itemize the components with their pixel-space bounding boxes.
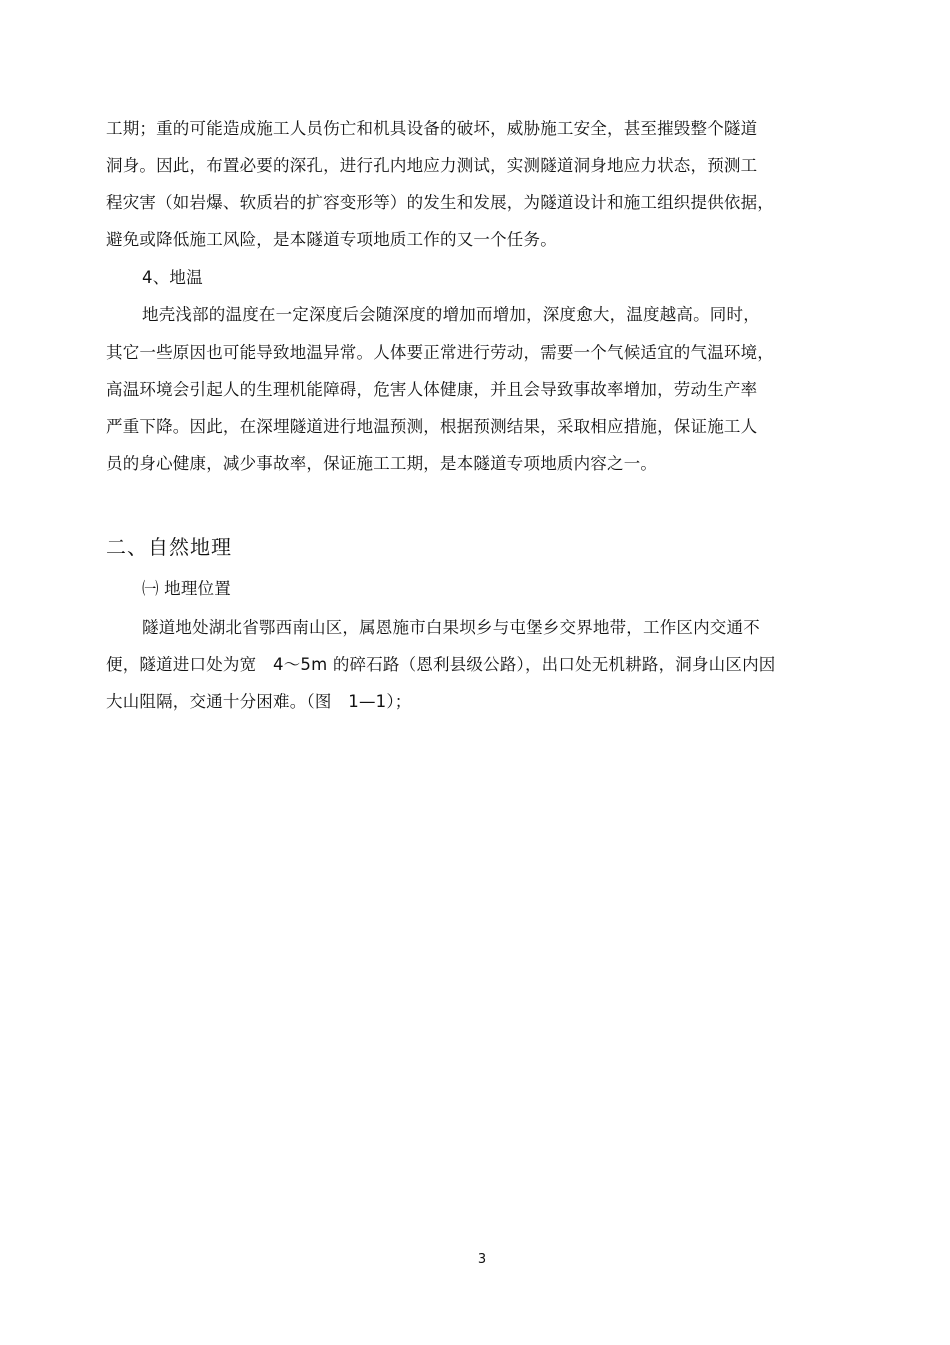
paragraph-3-line-1: 隧道地处湖北省鄂西南山区，属恩施市白果坝乡与屯堡乡交界地带，工作区内交通不: [142, 618, 760, 637]
paragraph-1-line-1: 工期；重的可能造成施工人员伤亡和机具设备的破坏，威胁施工安全，甚至摧毁整个隧道: [106, 119, 758, 138]
paragraph-2-line-4: 严重下降。因此，在深埋隧道进行地温预测，根据预测结果，采取相应措施，保证施工人: [106, 417, 758, 436]
subheading-geothermal: 4、地温: [142, 268, 203, 287]
section-heading: 二、自然地理: [106, 535, 232, 559]
paragraph-1-line-4: 避免或降低施工风险，是本隧道专项地质工作的又一个任务。: [106, 230, 557, 249]
paragraph-3-line-2: 便，隧道进口处为宽 4～5m 的碎石路（恩利县级公路），出口处无机耕路，洞身山区内因: [106, 655, 776, 674]
paragraph-1-line-3: 程灾害（如岩爆、软质岩的扩容变形等）的发生和发展，为隧道设计和施工组织提供依据，: [106, 193, 774, 212]
paragraph-1-line-2: 洞身。因此，布置必要的深孔，进行孔内地应力测试，实测隧道洞身地应力状态，预测工: [106, 156, 758, 175]
paragraph-2-line-2: 其它一些原因也可能导致地温异常。人体要正常进行劳动，需要一个气候适宜的气温环境，: [106, 343, 774, 362]
paragraph-3-line-3: 大山阻隔，交通十分困难。（图 1—1）；: [106, 692, 412, 711]
paragraph-2-line-5: 员的身心健康，减少事故率，保证施工工期，是本隧道专项地质内容之一。: [106, 454, 658, 473]
page-number: 3: [477, 1252, 487, 1267]
paragraph-2-line-3: 高温环境会引起人的生理机能障碍，危害人体健康，并且会导致事故率增加，劳动生产率: [106, 380, 758, 399]
subsection-heading: ㈠ 地理位置: [142, 579, 231, 598]
paragraph-2-line-1: 地壳浅部的温度在一定深度后会随深度的增加而增加，深度愈大，温度越高。同时，: [142, 305, 760, 324]
